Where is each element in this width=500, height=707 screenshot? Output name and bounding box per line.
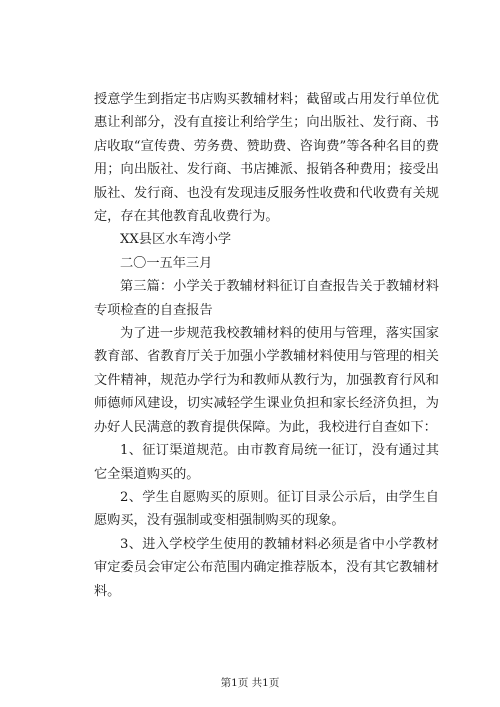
- report-date: 二〇一五年三月: [120, 255, 213, 271]
- list-item-3: 3、进入学校学生使用的教辅材料必须是省中小学教材审定委员会审定公布范围内确定推荐版本，没有其它教辅材料。: [94, 536, 439, 599]
- school-name: XX县区水车湾小学: [120, 232, 232, 248]
- paragraph-intro: 为了进一步规范我校教辅材料的使用与管理，落实国家教育部、省教育厅关于加强小学教辅材料使用与管理的相关文件精神，规范办学行为和教师从教行为，加强教育行风和师德师风建设，切实减轻学生课业负担和家长经济负担，为办好人民满意的教育提供保障。为此，我校进行自查如下：: [94, 326, 439, 435]
- paragraph-violations: 授意学生到指定书店购买教辅材料；截留或占用发行单位优惠让利部分，没有直接让利给学生；向出版社、发行商、书店收取“宣传费、劳务费、赞助费、咨询费”等各种名目的费用；向出版社、发行商、书店摊派、报销各种费用；接受出版社、发行商、也没有发现违反服务性收费和代收费有关规定，存在其他教育乱收费行为。: [94, 92, 439, 225]
- document-body: [94, 88, 439, 603]
- section-heading: 第三篇：小学关于教辅材料征订自查报告关于教辅材料专项检查的自查报告: [94, 279, 439, 318]
- page-footer: 第1页 共1页: [220, 677, 280, 689]
- list-item-1: 1、征订渠道规范。由市教育局统一征订，没有通过其它全渠道购买的。: [94, 443, 439, 482]
- list-item-2: 2、学生自愿购买的原则。征订目录公示后，由学生自愿购买，没有强制或变相强制购买的现象。: [94, 489, 439, 529]
